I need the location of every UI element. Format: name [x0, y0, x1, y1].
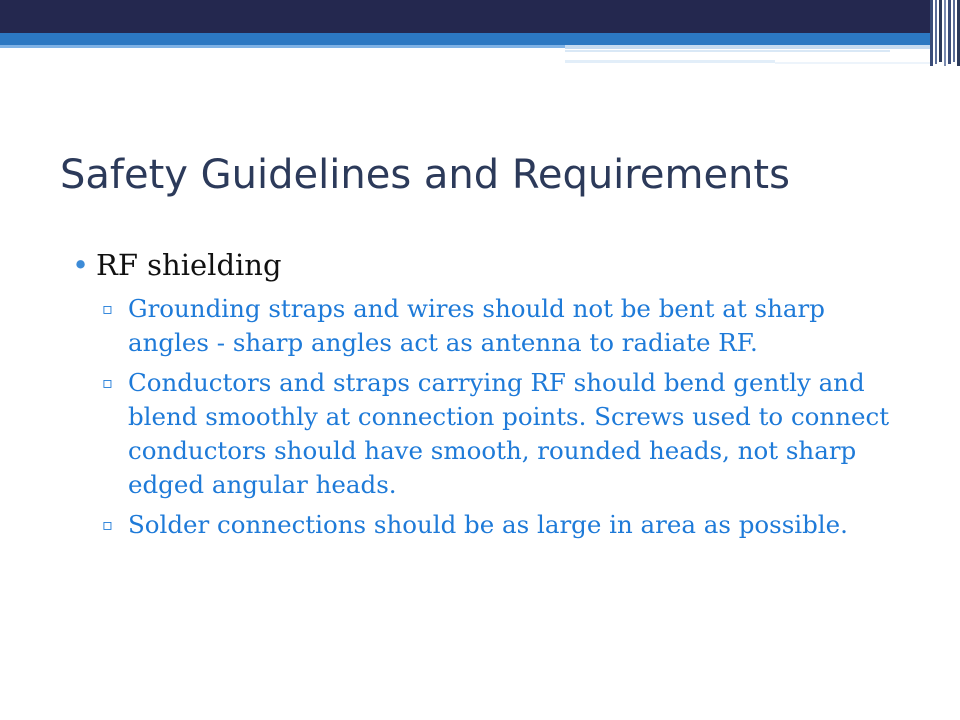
bullet-rf-shielding	[72, 246, 912, 542]
square-bullet-icon: ▫	[102, 515, 113, 534]
sub-bullet-solder	[72, 508, 912, 542]
square-bullet-icon: ▫	[102, 373, 113, 392]
sub-bullet-text: Grounding straps and wires should not be bent at sharp angles - sharp angles act as antenna to radiate RF.	[128, 294, 825, 357]
sub-bullet-list	[72, 292, 912, 542]
sub-bullet-text: Solder connections should be as large in area as possible.	[128, 510, 848, 539]
slide-title: Safety Guidelines and Requirements	[60, 152, 790, 198]
sub-bullet-text: Conductors and straps carrying RF should bend gently and blend smoothly at connection points. Screws used to connect conductors should have smooth, rounded heads, not sharp edged angular heads.	[128, 368, 890, 499]
slide-content	[72, 246, 912, 548]
sub-bullet-grounding	[72, 292, 912, 360]
square-bullet-icon: ▫	[102, 299, 113, 318]
sub-bullet-conductors	[72, 366, 912, 502]
header-banner	[0, 0, 960, 70]
bullet-text: RF shielding	[96, 248, 282, 282]
bullet-dot-icon: •	[72, 248, 90, 282]
